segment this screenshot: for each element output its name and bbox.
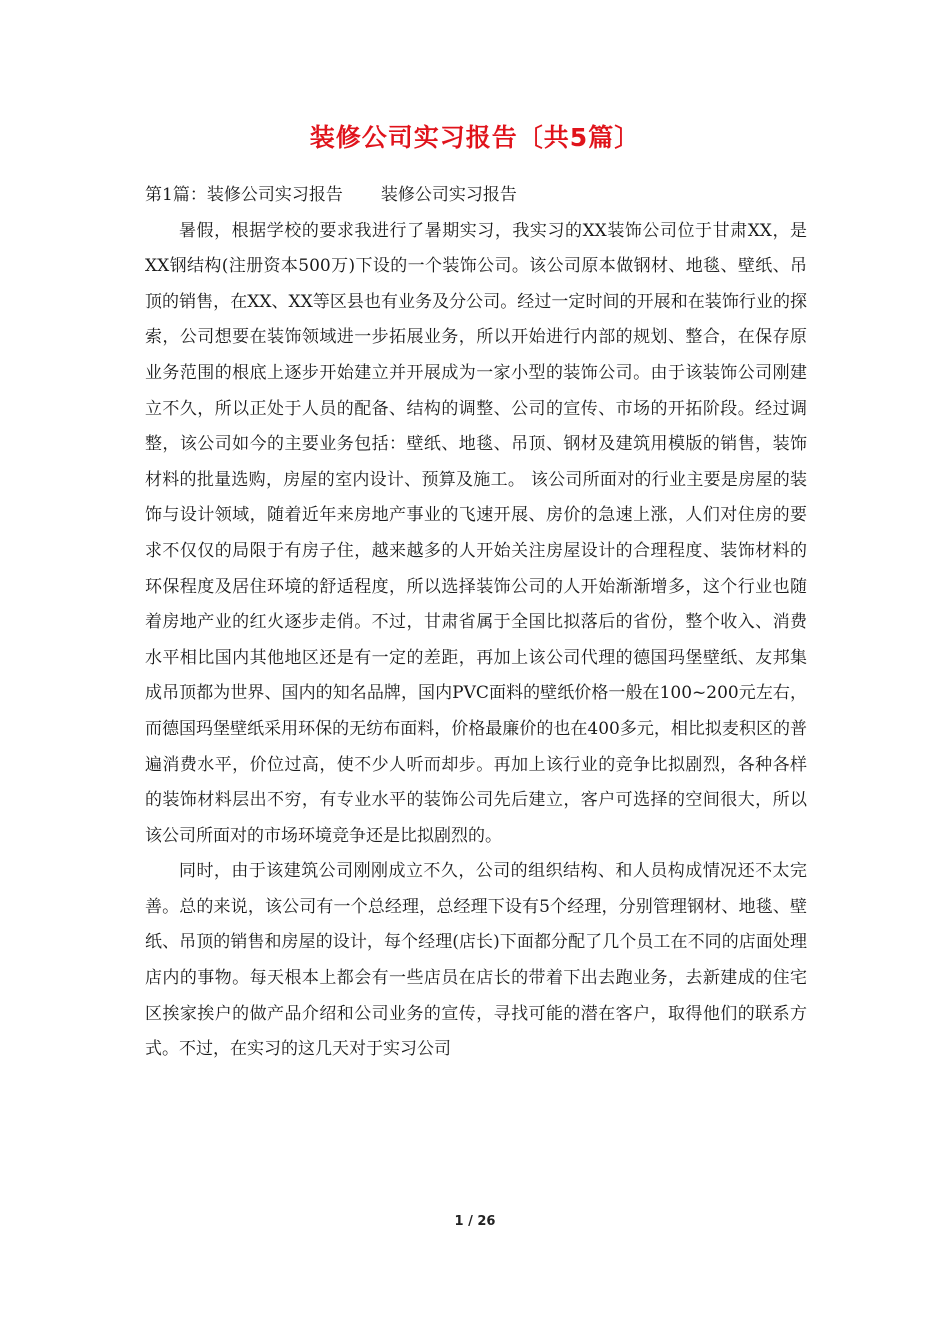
section-heading: 第1篇：装修公司实习报告 bbox=[145, 185, 343, 205]
page-number: 1 / 26 bbox=[454, 1214, 496, 1229]
document-title: 装修公司实习报告〔共5篇〕 bbox=[309, 123, 641, 152]
section-subtitle: 装修公司实习报告 bbox=[380, 185, 517, 205]
section-heading-line bbox=[145, 178, 807, 214]
document-body bbox=[145, 178, 807, 1068]
paragraph-2: 同时，由于该建筑公司刚刚成立不久，公司的组织结构、和人员构成情况还不太完善。总的来说，该公司有一个总经理，总经理下设有5个经理，分别管理钢材、地毯、壁纸、吊顶的销售和房屋的设计，每个经理(店长)下面都分配了几个员工在不同的店面处理店内的事物。每天根本上都会有一些店员在店长的带着下出去跑业务，去新建成的住宅区挨家挨户的做产品介绍和公司业务的宣传，寻找可能的潜在客户，取得他们的联系方式。不过，在实习的这几天对于实习公司 bbox=[145, 861, 807, 1060]
paragraph-1: 暑假，根据学校的要求我进行了暑期实习，我实习的XX装饰公司位于甘肃XX，是XX钢结构(注册资本500万)下设的一个装饰公司。该公司原本做钢材、地毯、壁纸、吊顶的销售，在XX、XX等区县也有业务及分公司。经过一定时间的开展和在装饰行业的探索，公司想要在装饰领域进一步拓展业务，所以开始进行内部的规划、整合，在保存原业务范围的根底上逐步开始建立并开展成为一家小型的装饰公司。由于该装饰公司刚建立不久，所以正处于人员的配备、结构的调整、公司的宣传、市场的开拓阶段。经过调整，该公司如今的主要业务包括：壁纸、地毯、吊顶、钢材及建筑用模版的销售，装饰材料的批量选购，房屋的室内设计、预算及施工。 该公司所面对的行业主要是房屋的装饰与设计领域，随着近年来房地产事业的飞速开展、房价的急速上涨，人们对住房的要求不仅仅的局限于有房子住，越来越多的人开始关注房屋设计的合理程度、装饰材料的环保程度及居住环境的舒适程度，所以选择装饰公司的人开始渐渐增多，这个行业也随着房地产业的红火逐步走俏。不过，甘肃省属于全国比拟落后的省份，整个收入、消费水平相比国内其他地区还是有一定的差距，再加上该公司代理的德国玛堡壁纸、友邦集成吊顶都为世界、国内的知名品牌，国内PVC面料的壁纸价格一般在100~200元左右，而德国玛堡壁纸采用环保的无纺布面料，价格最廉价的也在400多元，相比拟麦积区的普遍消费水平，价位过高，使不少人听而却步。再加上该行业的竞争比拟剧烈，各种各样的装饰材料层出不穷，有专业水平的装饰公司先后建立，客户可选择的空间很大，所以该公司所面对的市场环境竞争还是比拟剧烈的。 bbox=[145, 220, 807, 846]
